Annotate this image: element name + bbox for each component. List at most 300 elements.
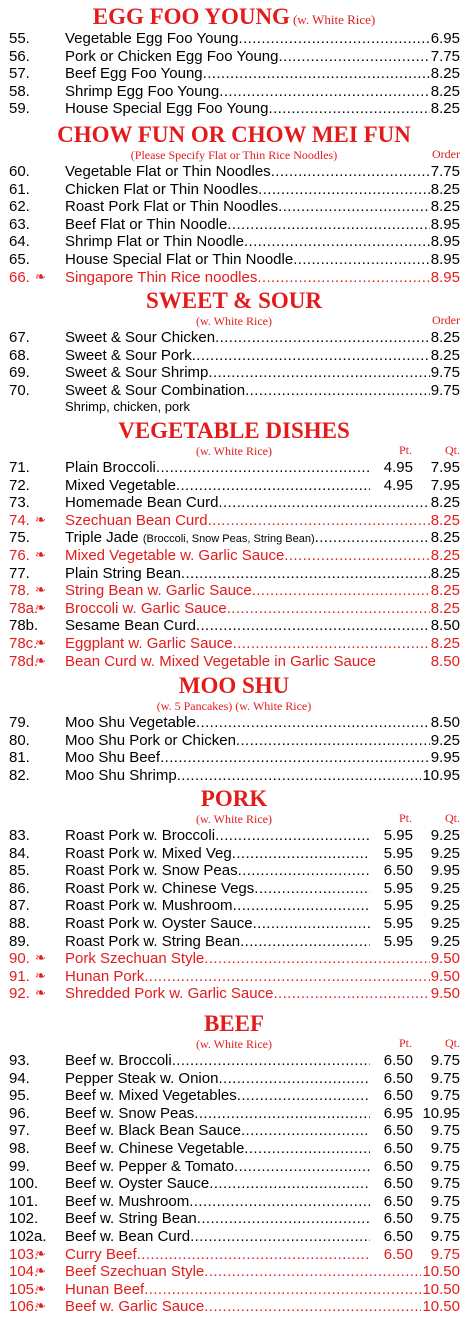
- section-subtitle: (w. 5 Pancakes) (w. White Rice): [156, 699, 312, 713]
- item-number: 106.: [9, 1298, 39, 1316]
- menu-item: [0, 198, 468, 216]
- price-quart: 9.75: [430, 1052, 460, 1069]
- item-name: [65, 950, 460, 968]
- price: 6.95: [430, 30, 460, 47]
- price-quart: 9.95: [430, 862, 460, 880]
- item-name-text: Pepper Steak w. Onion: [65, 1069, 219, 1087]
- price: 9.75: [430, 381, 460, 399]
- item-number: 97.: [9, 1122, 30, 1140]
- section-subtitle: (w. White Rice): [196, 812, 272, 826]
- price-quart: 9.25: [430, 844, 460, 862]
- item-name: [65, 600, 460, 618]
- item-prices: [370, 1105, 460, 1123]
- item-prices: [430, 382, 460, 400]
- item-name: [65, 181, 460, 199]
- item-name: [65, 1298, 460, 1316]
- item-name: [65, 582, 460, 600]
- item-name: [65, 1281, 460, 1299]
- section-title: [0, 673, 468, 699]
- item-name: [65, 565, 460, 583]
- item-name-text: House Special Flat or Thin Noodle: [65, 250, 294, 268]
- item-number: 56.: [9, 47, 30, 65]
- price: 9.50: [430, 985, 460, 1003]
- item-prices: [430, 600, 460, 618]
- item-prices: [430, 233, 460, 251]
- item-prices: [370, 1122, 460, 1140]
- price: 8.25: [430, 634, 460, 652]
- item-number: 89.: [9, 932, 30, 950]
- item-prices: [430, 48, 460, 66]
- item-name: [65, 1263, 460, 1281]
- price: 8.25: [430, 529, 460, 547]
- item-note: Shrimp, chicken, pork: [65, 399, 190, 415]
- price: 8.50: [430, 617, 460, 635]
- price: 10.50: [422, 1263, 460, 1281]
- item-prices: [430, 582, 460, 600]
- item-prices: [430, 732, 460, 750]
- menu-item: [0, 1210, 468, 1228]
- price-pint: 6.50: [383, 1175, 413, 1193]
- menu-item: [0, 845, 468, 863]
- menu-item: [0, 1228, 468, 1246]
- menu-item: [0, 862, 468, 880]
- item-number: 75.: [9, 529, 30, 547]
- item-number: 90.: [9, 950, 30, 968]
- item-name-text: Roast Pork w. String Bean: [65, 932, 241, 950]
- section-subtitle: (w. White Rice): [196, 444, 272, 458]
- item-name-text: House Special Egg Foo Young: [65, 100, 269, 118]
- item-name: [65, 216, 460, 234]
- item-prices: [430, 547, 460, 565]
- price-pint: 5.95: [383, 932, 413, 950]
- price-pint: 6.50: [383, 1210, 413, 1228]
- item-name-text: Moo Shu Shrimp: [65, 766, 177, 784]
- menu-item: [0, 512, 468, 530]
- column-header-quart: Qt.: [445, 811, 460, 825]
- item-prices: [430, 617, 460, 635]
- price-pint: 5.95: [383, 879, 413, 897]
- price: 8.95: [430, 233, 460, 251]
- item-number: 65.: [9, 250, 30, 268]
- item-name-text: Mixed Vegetable w. Garlic Sauce: [65, 546, 285, 564]
- menu-item: [0, 827, 468, 845]
- section-title-text: MOO SHU: [178, 673, 290, 698]
- item-name: [65, 732, 460, 750]
- column-header-quart: Order: [432, 313, 460, 327]
- leaf-icon: ❧: [35, 1246, 46, 1262]
- item-name: [65, 347, 460, 365]
- menu-item: [0, 529, 468, 547]
- price-pint: 6.50: [383, 1227, 413, 1245]
- item-number: 96.: [9, 1104, 30, 1122]
- item-name-text: Sweet & Sour Combination: [65, 381, 246, 399]
- item-prices: [370, 1210, 460, 1228]
- menu-items: [0, 714, 468, 784]
- menu-item: [0, 582, 468, 600]
- item-name: [65, 233, 460, 251]
- price-quart: 9.25: [430, 827, 460, 844]
- item-prices: [430, 529, 460, 547]
- menu-item: [0, 653, 468, 671]
- section-title-tag: (w. White Rice): [292, 12, 376, 27]
- item-name: [65, 269, 460, 287]
- item-number: 78a.: [9, 599, 39, 617]
- section-title: [0, 122, 468, 148]
- item-name: [65, 547, 460, 565]
- item-name-text: Roast Pork w. Mixed Veg: [65, 844, 232, 862]
- item-number: 84.: [9, 844, 30, 862]
- menu-items: [0, 1052, 468, 1316]
- item-number: 74.: [9, 511, 30, 529]
- item-prices: [430, 749, 460, 767]
- item-prices: [421, 1298, 460, 1316]
- item-number: 82.: [9, 766, 30, 784]
- price: 8.25: [430, 564, 460, 582]
- price: 9.75: [430, 364, 460, 382]
- item-name-text: Beef w. Pepper & Tomato: [65, 1157, 234, 1175]
- price-quart: 9.75: [430, 1227, 460, 1245]
- price-pint: 6.50: [383, 1069, 413, 1087]
- item-name-text: Singapore Thin Rice noodles: [65, 268, 258, 286]
- menu-items: [0, 827, 468, 1003]
- price: 8.25: [430, 511, 460, 529]
- item-name-text: Beef w. Chinese Vegetable: [65, 1139, 245, 1157]
- price: 8.25: [430, 346, 460, 364]
- item-prices: [370, 880, 460, 898]
- item-number: 77.: [9, 564, 30, 582]
- item-number: 68.: [9, 346, 30, 364]
- item-name-text: Roast Pork w. Chinese Vegs: [65, 879, 255, 897]
- item-number: 101.: [9, 1192, 39, 1210]
- price-pint: 6.95: [383, 1104, 413, 1122]
- item-name: [65, 714, 460, 732]
- item-number: 104.: [9, 1263, 39, 1281]
- menu-item: [0, 100, 468, 118]
- menu-item: [0, 635, 468, 653]
- price-quart: 9.25: [430, 879, 460, 897]
- leaf-icon: ❧: [35, 653, 46, 669]
- column-header-quart: Qt.: [445, 1036, 460, 1050]
- price-pint: 6.50: [383, 1157, 413, 1175]
- menu-item: [0, 915, 468, 933]
- item-prices: [370, 1052, 460, 1070]
- item-number: 93.: [9, 1052, 30, 1069]
- item-number: 78.: [9, 582, 30, 600]
- item-prices: [370, 1087, 460, 1105]
- item-number: 105.: [9, 1280, 39, 1298]
- item-name-text: String Bean w. Garlic Sauce: [65, 582, 252, 600]
- item-number: 66.: [9, 268, 30, 286]
- item-number: 70.: [9, 381, 30, 399]
- price: 7.75: [430, 163, 460, 180]
- item-number: 98.: [9, 1139, 30, 1157]
- column-header-quart: Order: [432, 147, 460, 161]
- menu-item: [0, 329, 468, 347]
- item-name-text: Pork or Chicken Egg Foo Young: [65, 47, 279, 65]
- item-number: 57.: [9, 65, 30, 83]
- item-name: [65, 494, 460, 512]
- item-name-text: Roast Pork w. Mushroom: [65, 897, 233, 915]
- price-pint: 4.95: [383, 476, 413, 494]
- menu-items: [0, 163, 468, 286]
- menu-item: [0, 1298, 468, 1316]
- price: 9.50: [430, 967, 460, 985]
- price-quart: 9.75: [430, 1069, 460, 1087]
- item-prices: [370, 1158, 460, 1176]
- item-name-text: Eggplant w. Garlic Sauce: [65, 634, 233, 652]
- price-pint: 6.50: [383, 1052, 413, 1069]
- item-prices: [430, 512, 460, 530]
- item-name-text: Pork Szechuan Style: [65, 950, 205, 968]
- item-number: 94.: [9, 1069, 30, 1087]
- leaf-icon: ❧: [35, 269, 46, 285]
- item-name: [65, 48, 460, 66]
- item-name-text: Sweet & Sour Pork: [65, 346, 192, 364]
- item-number: 63.: [9, 215, 30, 233]
- item-prices: [430, 181, 460, 199]
- price: 8.95: [430, 268, 460, 286]
- item-name-text: Vegetable Egg Foo Young: [65, 30, 239, 47]
- item-name-text: Beef Egg Foo Young: [65, 65, 203, 83]
- item-number: 78b.: [9, 617, 39, 635]
- item-number: 64.: [9, 233, 30, 251]
- item-number: 61.: [9, 180, 30, 198]
- item-name-text: Plain Broccoli: [65, 459, 156, 476]
- item-name: [65, 529, 460, 547]
- menu-item: [0, 364, 468, 382]
- menu-items: [0, 30, 468, 118]
- menu-item: [0, 1158, 468, 1176]
- item-prices: [430, 216, 460, 234]
- item-prices: [430, 251, 460, 269]
- item-number: 78c.: [9, 634, 38, 652]
- item-prices: [430, 329, 460, 347]
- item-name-text: Triple Jade: [65, 529, 139, 547]
- item-name-text: Szechuan Bean Curd: [65, 511, 208, 529]
- item-number: 67.: [9, 329, 30, 346]
- item-name-text: Sesame Bean Curd: [65, 617, 196, 635]
- section-title: [0, 288, 468, 314]
- price-quart: 9.25: [430, 932, 460, 950]
- item-name-text: Chicken Flat or Thin Noodles: [65, 180, 259, 198]
- item-number: 103.: [9, 1245, 39, 1263]
- menu-item: [0, 1070, 468, 1088]
- item-number: 102.: [9, 1210, 39, 1228]
- item-number: 87.: [9, 897, 30, 915]
- item-number: 81.: [9, 749, 30, 767]
- price: 8.25: [430, 180, 460, 198]
- menu-item: [0, 880, 468, 898]
- item-prices: [370, 1193, 460, 1211]
- menu-item: [0, 617, 468, 635]
- item-prices: [430, 714, 460, 732]
- item-name-text: Moo Shu Beef: [65, 749, 161, 767]
- menu-item: [0, 459, 468, 477]
- item-number: 55.: [9, 30, 30, 47]
- item-name: [65, 329, 460, 347]
- price: 8.25: [430, 329, 460, 346]
- item-prices: [430, 269, 460, 287]
- item-name-text: Homemade Bean Curd: [65, 494, 219, 512]
- item-name-text: Beef w. Garlic Sauce: [65, 1298, 205, 1316]
- item-number: 91.: [9, 967, 30, 985]
- section-subtitle: (w. White Rice): [196, 1037, 272, 1051]
- price-quart: 9.75: [430, 1245, 460, 1263]
- menu-item: [0, 65, 468, 83]
- menu-item: [0, 1263, 468, 1281]
- menu-item: [0, 163, 468, 181]
- column-header-quart: Qt.: [445, 443, 460, 457]
- menu-item: [0, 897, 468, 915]
- price-pint: 5.95: [383, 897, 413, 915]
- price: 8.25: [430, 65, 460, 83]
- item-name-text: Broccoli w. Garlic Sauce: [65, 599, 227, 617]
- item-name: [65, 512, 460, 530]
- item-name: [65, 617, 460, 635]
- item-name-text: Shrimp Egg Foo Young: [65, 82, 220, 100]
- menu-item: [0, 1193, 468, 1211]
- menu-item: [0, 1105, 468, 1123]
- menu-item: [0, 1175, 468, 1193]
- item-name-text: Mixed Vegetable: [65, 476, 176, 494]
- menu-item: [0, 1281, 468, 1299]
- item-name-text: Bean Curd w. Mixed Vegetable in Garlic Sauce: [65, 652, 377, 670]
- item-number: 58.: [9, 82, 30, 100]
- menu-item: [0, 1140, 468, 1158]
- section-title: [0, 786, 468, 812]
- item-name-text: Plain String Bean: [65, 564, 181, 582]
- item-prices: [430, 30, 460, 48]
- price: 10.95: [422, 766, 460, 784]
- price: 8.25: [430, 100, 460, 118]
- menu-item: [0, 251, 468, 269]
- item-prices: [421, 767, 460, 785]
- menu-item: [0, 749, 468, 767]
- item-number: 85.: [9, 862, 30, 880]
- section-title-text: PORK: [200, 786, 268, 811]
- item-number: 73.: [9, 494, 30, 512]
- menu-item: [0, 985, 468, 1003]
- leaf-icon: ❧: [35, 600, 46, 616]
- item-prices: [370, 933, 460, 951]
- item-prices: [430, 653, 460, 671]
- item-number: 86.: [9, 879, 30, 897]
- leaf-icon: ❧: [35, 1281, 46, 1297]
- item-number: 83.: [9, 827, 30, 844]
- item-number: 76.: [9, 546, 30, 564]
- price: 10.50: [422, 1298, 460, 1316]
- item-prices: [430, 950, 460, 968]
- item-name: [65, 30, 460, 48]
- item-prices: [370, 477, 460, 495]
- item-name: [65, 382, 460, 400]
- item-name-text: Curry Beef: [65, 1245, 137, 1263]
- menu-item: [0, 714, 468, 732]
- leaf-icon: ❧: [35, 986, 46, 1002]
- item-prices: [430, 100, 460, 118]
- item-name-text: Beef w. Oyster Sauce: [65, 1175, 210, 1193]
- item-number: 100.: [9, 1175, 39, 1193]
- item-name-text: Beef Szechuan Style: [65, 1263, 205, 1281]
- section-title: [0, 1011, 468, 1037]
- item-name: [65, 198, 460, 216]
- item-prices: [370, 915, 460, 933]
- item-prices: [421, 1281, 460, 1299]
- section-title-text: CHOW FUN OR CHOW MEI FUN: [57, 122, 411, 147]
- price: 10.50: [422, 1280, 460, 1298]
- item-detail: (Broccoli, Snow Peas, String Bean): [142, 533, 315, 546]
- item-name-text: Sweet & Sour Chicken: [65, 329, 216, 346]
- menu-items: [0, 329, 468, 414]
- item-name: [65, 653, 460, 671]
- item-name: [65, 985, 460, 1003]
- menu-item: [0, 1052, 468, 1070]
- item-number: 62.: [9, 198, 30, 216]
- item-number: 71.: [9, 459, 30, 476]
- price-quart: 9.75: [430, 1087, 460, 1105]
- price: 8.25: [430, 494, 460, 512]
- item-name: [65, 968, 460, 986]
- menu-item: [0, 181, 468, 199]
- item-name-text: Beef w. Broccoli: [65, 1052, 172, 1069]
- item-name-text: Shrimp Flat or Thin Noodle: [65, 233, 244, 251]
- item-name-text: Beef Flat or Thin Noodle: [65, 215, 228, 233]
- price: 8.25: [430, 582, 460, 600]
- section-title: [0, 418, 468, 444]
- item-name-text: Beef w. String Bean: [65, 1210, 197, 1228]
- price-quart: 7.95: [430, 476, 460, 494]
- item-prices: [430, 985, 460, 1003]
- item-number: 99.: [9, 1157, 30, 1175]
- item-name: [65, 749, 460, 767]
- price-quart: 9.75: [430, 1157, 460, 1175]
- section-title: [0, 4, 468, 30]
- menu-item: [0, 347, 468, 365]
- price: 8.50: [430, 652, 460, 670]
- price-pint: 6.50: [383, 862, 413, 880]
- item-name-text: Roast Pork w. Oyster Sauce: [65, 914, 253, 932]
- price: 8.95: [430, 250, 460, 268]
- price-quart: 9.75: [430, 1210, 460, 1228]
- section-subtitle: (Please Specify Flat or Thin Rice Noodles): [130, 148, 338, 162]
- menu-item: [0, 767, 468, 785]
- leaf-icon: ❧: [35, 547, 46, 563]
- menu-item: [0, 233, 468, 251]
- item-number: 79.: [9, 714, 30, 731]
- menu-item: [0, 1122, 468, 1140]
- menu-item: [0, 269, 468, 287]
- price-pint: 6.50: [383, 1192, 413, 1210]
- item-prices: [430, 198, 460, 216]
- item-prices: [370, 862, 460, 880]
- item-name-text: Roast Pork w. Snow Peas: [65, 862, 238, 880]
- price-quart: 9.25: [430, 914, 460, 932]
- item-number: 102a.: [9, 1227, 47, 1245]
- item-number: 88.: [9, 914, 30, 932]
- item-number: 92.: [9, 985, 30, 1003]
- price-quart: 9.75: [430, 1122, 460, 1140]
- price: 9.95: [430, 749, 460, 767]
- price-quart: 7.95: [430, 459, 460, 476]
- price-quart: 9.75: [430, 1192, 460, 1210]
- item-number: 78d.: [9, 652, 39, 670]
- price-pint: 6.50: [383, 1139, 413, 1157]
- price-quart: 9.75: [430, 1175, 460, 1193]
- item-number: 69.: [9, 364, 30, 382]
- menu-item: [0, 1246, 468, 1264]
- item-prices: [370, 897, 460, 915]
- item-name-text: Roast Pork Flat or Thin Noodles: [65, 198, 279, 216]
